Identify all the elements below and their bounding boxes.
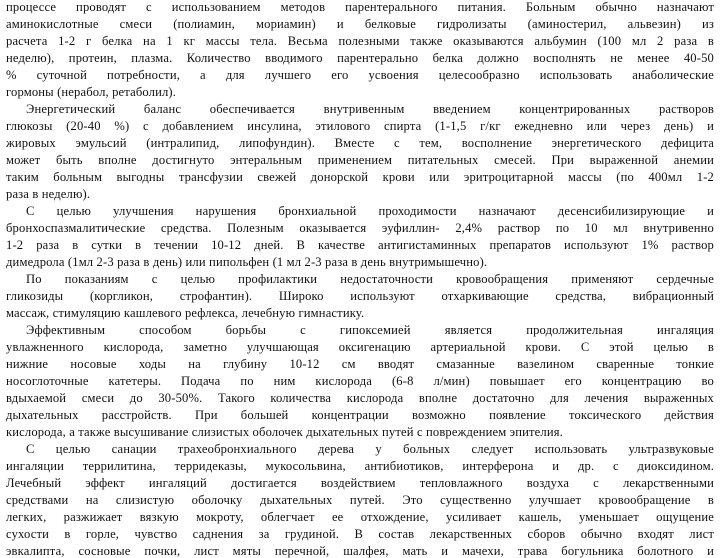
text-line: димедрола (1мл 2-3 раза в день) или пипольфен (1 мл 2-3 раза в день внутримышечно). — [6, 255, 488, 269]
text-line: неделю), протеин, плазма. Количество вводимого парентерально белка должно восполнять не менее 40-50 — [6, 51, 714, 65]
text-line: средствами на слизистую оболочку дыхательных путей. Это существенно улучшает кровообращение в — [6, 493, 714, 507]
text-line: По показаниям с целью профилактики недостаточности кровообращения применяют сердечные — [26, 272, 714, 286]
text-line: носоглоточные катетеры. Подача по ним кислорода (6-8 л/мин) повышает его концентрацию во — [6, 374, 714, 388]
text-line: массаж, стимуляцию кашлевого рефлекса, лечебную гимнастику. — [6, 306, 365, 320]
text-line: % суточной потребности, а для лучшего его усвоения целесообразно использовать анаболические — [6, 68, 714, 82]
text-line: С целью улучшения нарушения бронхиальной проходимости назначают десенсибилизирующие и — [26, 204, 714, 218]
text-line: Лечебный эффект ингаляций достигается воздействием тепловлажного воздуха с лекарственными — [6, 476, 714, 490]
text-line: вдыхаемой смеси до 30-50%. Такого количества кислорода вполне достаточно для лечения выраженных — [6, 391, 714, 405]
text-line: процессе проводят с использованием методов парентерального питания. Больным обычно назначают — [6, 0, 714, 14]
text-line: жировых эмульсий (интралипид, липофундин). Вместе с тем, восполнение энергетического дефицита — [6, 136, 714, 150]
text-line: расчета 1-2 г белка на 1 кг массы тела. Весьма полезными также оказываются альбумин (100 мл 2 раза в — [6, 34, 714, 48]
text-line: сухости в горле, чувство саднения за грудиной. В состав лекарственных сборов обычно входят лист — [6, 527, 714, 541]
text-line: ингаляции террилитина, терридеказы, мукосольвина, антибиотиков, интерферона и др. с диоксидином. — [6, 459, 714, 473]
text-line: раза в неделю). — [6, 187, 91, 201]
text-line: таким больным выгодны трансфузии свежей донорской крови или эритроцитарной массы (по 400мл 1-2 — [6, 170, 714, 184]
text-line: аминокислотные смеси (полиамин, мориамин) и белковые гидролизаты (аминостерил, альвезин) из — [6, 17, 714, 31]
text-line: бронхоспазмалитические средства. Полезным оказывается эуфиллин- 2,4% раствор по 10 мл внутривенно — [6, 221, 714, 235]
text-line: дыхательных расстройств. При большей концентрации возможно появление токсического действия — [6, 408, 714, 422]
text-line: гормоны (нерабол, ретаболил). — [6, 85, 177, 99]
text-line: кислорода, а также высушивание слизистых оболочек дыхательных путей с повреждением эпителия. — [6, 425, 563, 439]
text-line: Эффективным способом борьбы с гипоксемией является продолжительная ингаляция — [26, 323, 714, 337]
text-line: легких, разжижает вязкую мокроту, облегчает ее отхождение, усиливает кашель, уменьшает ощущение — [6, 510, 714, 524]
text-line: глюкозы (20-40 %) с добавлением инсулина, этилового спирта (1-1,5 г/кг ежедневно или через день) и — [6, 119, 714, 133]
text-line: гликозиды (коргликон, строфантин). Широко используют отхаркивающие средства, вибрационный — [6, 289, 714, 303]
text-line: нижние носовые ходы на глубину 10-12 см вводят смазанные вазелином сваренные тонкие — [6, 357, 714, 371]
text-line: может быть вполне достигнуто энтеральным применением питательных смесей. При выраженной анемии — [6, 153, 714, 167]
text-line: Энергетический баланс обеспечивается внутривенным введением концентрированных растворов — [26, 102, 714, 116]
text-line: эвкалипта, сосновые почки, лист мяты перечной, шалфея, мать и мачехи, трава богульника болотного и — [6, 544, 714, 558]
text-line: С целью санации трахеобронхиального дерева у больных следует использовать ультразвуковые — [26, 442, 714, 456]
text-line: 1-2 раза в сутки в течении 10-12 дней. В качестве антигистаминных препаратов используют 1% раствор — [6, 238, 714, 252]
text-line: увлажненного кислорода, заметно улучшающая оксигенацию артериальной крови. С этой целью в — [6, 340, 714, 354]
